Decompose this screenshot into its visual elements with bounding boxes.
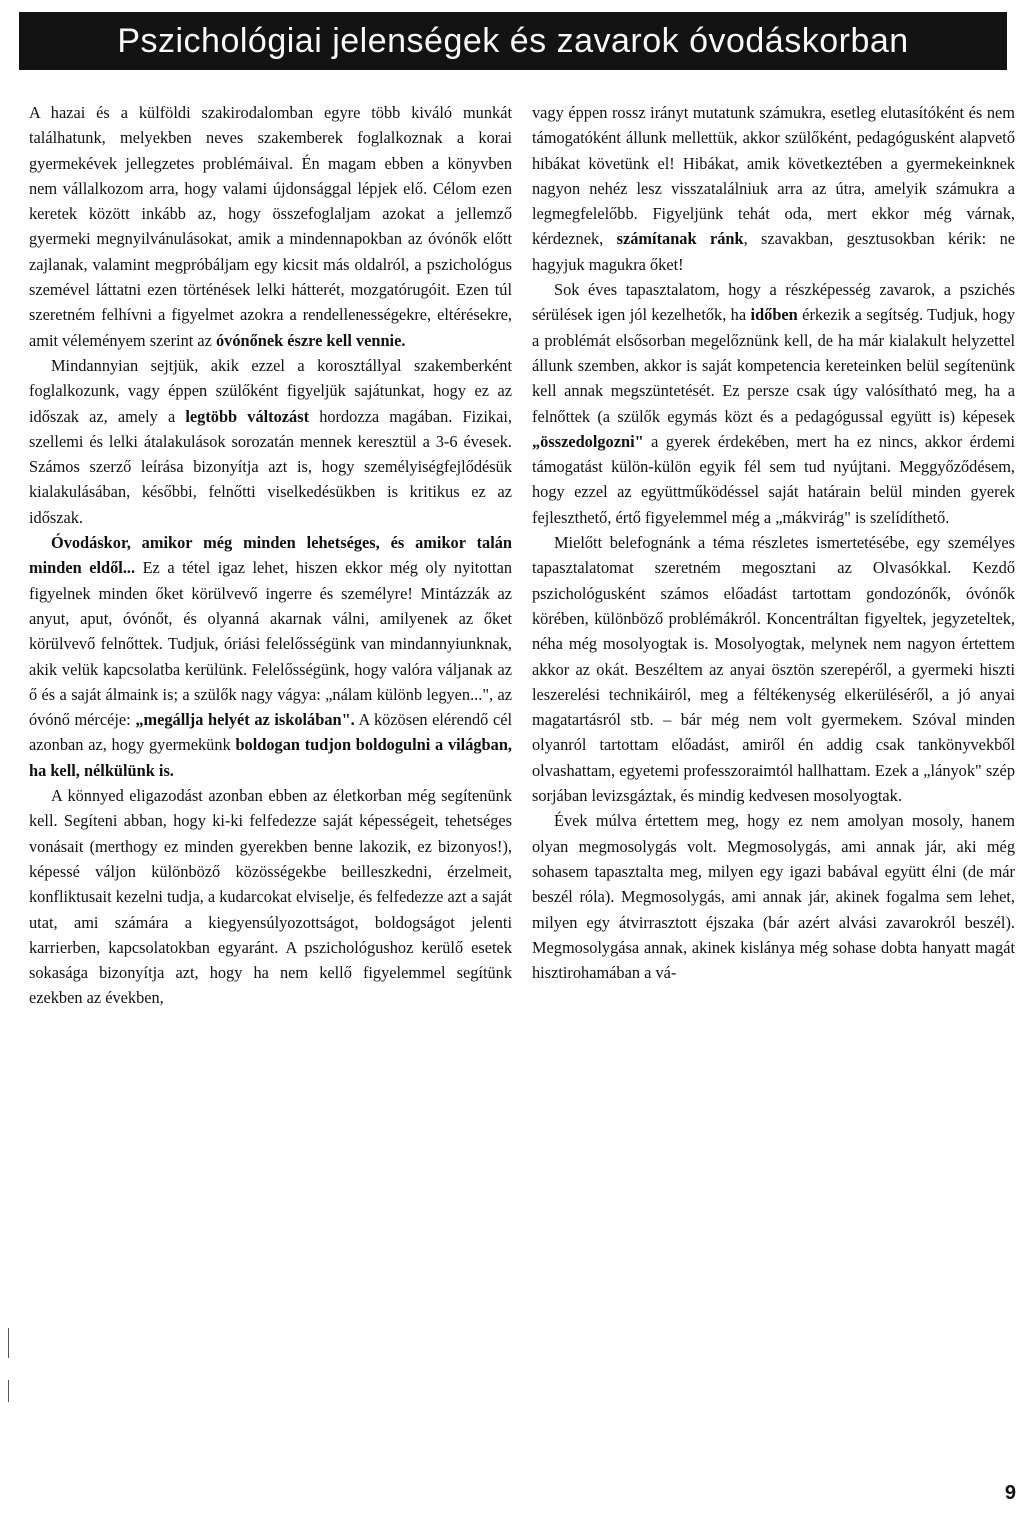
text: A közösen elérendő cél azonban az, hogy gyermekünk	[29, 710, 512, 755]
paragraph-1	[29, 100, 512, 353]
paragraph-8: Évek múlva értettem meg, hogy ez nem amolyan mosoly, hanem olyan megmosolygás volt. Megmosolygás, ami annak jár, aki még sohasem tapasztalta meg, milyen egy igazi babával együtt élni (de már beszél róla). Megmosolygás, ami annak jár, akinek fogalma sem lehet, milyen egy átvirrasztott éjszaka (bár azért alvási zavarokról beszél). Megmosolygása annak, akinek kislánya még sohase dobta hanyatt magát hisztirohamában a vá-	[532, 811, 1015, 983]
paragraph-2	[29, 353, 512, 530]
text: érkezik a segítség. Tudjuk, hogy a problémát elsősorban megelőznünk kell, de ha már kialakult helyzettel állunk szemben, akkor is saját kompetencia kereteinken belül segítenünk kell annak megszüntetését. Ez persze csak úgy valósítható meg, ha a felnőttek (a szülők egymás közt és a pedagógussal együtt is) képesek	[532, 305, 1015, 426]
text: Ez a tétel igaz lehet, hiszen ekkor még oly nyitottan figyelnek minden őket körülvevő ingerre és személyre! Mintázzák az anyut, aput, óvónőt, és olyanná akarnak válni, amilyenek az őket körülvevő felnőttek. Tudjuk, óriási felelősségünk van mindannyiunknak, akik velük kapcsolatba kerülünk. Felelősségünk, hogy valóra váljanak az ő és a saját álmaink is; a szülők nagy vágya: „nálam különb legyen...", az óvónő mércéje:	[29, 558, 512, 730]
text: Sok éves tapasztalatom, hogy a részképesség zavarok, a pszichés sérülések igen jól kezelhetők, ha	[532, 280, 1015, 325]
emphasis: óvónőnek észre kell vennie.	[215, 330, 406, 350]
text: A hazai és a külföldi szakirodalomban egyre több kiváló munkát találhatunk, melyekben neves szakemberek foglalkoznak a korai gyermekévek jellegzetes problémáival. Én magam ebben a könyvben nem vállalkozom arra, hogy valami újdonsággal lépjek elő. Célom ezen keretek között inkább az, hogy összefoglaljam azokat a jellemző gyermeki megnyilvánulásokat, amik a mindennapokban az óvónők előtt zajlanak, valamint megpróbáljam egy kicsit más oldalról, a pszichológus szemével láttatni ezen történések lelki hátterét, mozgatórugóit. Ezen túl szeretném felhívni a figyelmet azokra a rendellenességekre, eltérésekre, amit véleményem szerint az	[29, 103, 512, 350]
text: , szavakban, gesztusokban kérik: ne hagyjuk magukra őket!	[532, 229, 1015, 274]
page-title: Pszichológiai jelenségek és zavarok óvodáskorban	[19, 12, 1007, 70]
emphasis: boldogan tudjon boldogulni a világban, ha kell, nélkülünk is.	[29, 735, 512, 780]
emphasis: legtöbb változást	[185, 406, 310, 426]
paragraph-3	[29, 530, 512, 783]
left-column	[29, 100, 512, 1011]
right-column	[532, 100, 1015, 985]
emphasis: Óvodáskor, amikor még minden lehetséges, és amikor talán minden eldől...	[29, 533, 512, 578]
emphasis: „összedolgozni"	[532, 431, 644, 451]
emphasis: „megállja helyét az iskolában".	[135, 710, 355, 730]
emphasis: időben	[750, 305, 798, 325]
margin-mark	[8, 1328, 9, 1358]
emphasis: számítanak ránk	[616, 229, 744, 249]
text: a gyerek érdekében, mert ha ez nincs, akkor érdemi támogatást külön-külön egyik fél sem tud nyújtani. Meggyőződésem, hogy ezzel az együttműködéssel saját határain belül minden gyerek fejleszthető, értő figyelemmel még a „mákvirág" is szelídíthető.	[532, 431, 1015, 527]
paragraph-6	[532, 277, 1015, 530]
paragraph-7: Mielőtt belefognánk a téma részletes ismertetésébe, egy személyes tapasztalatomat szeretném megosztani az Olvasókkal. Kezdő pszichológusként számos előadást tartottam gondozónők, óvónők körében, különböző problémákról. Koncentráltan figyeltek, jegyzeteltek, néha még mosolyogtak is. Mosolyogtak, melynek nem nagyon értettem akkor az okát. Beszéltem az anyai ösztön szerepéről, a gyermeki hiszti leszerelési technikáiról, meg a féltékenység elkerüléséről, a jó anyai magatartásról stb. – bár még nem volt gyermekem. Szóval minden olyanról tartottam előadást, amiről én addig csak tankönyvekből olvashattam, egyetemi professzoraimtól hallhattam. Ezek a „lányok" szép sorjában levizsgáztak, és mindig kedvesen mosolyogtak.	[532, 533, 1015, 806]
margin-mark	[8, 1380, 9, 1402]
text: hordozza magában. Fizikai, szellemi és lelki átalakulások sorozatán mennek keresztül a 3-6 évesek. Számos szerző leírása bizonyítja azt is, hogy személyiségfejlődésük kialakulásában, későbbi, felnőtti viselkedésükben is kritikus ez az időszak.	[29, 406, 512, 527]
text: Mindannyian sejtjük, akik ezzel a korosztállyal szakemberként foglalkozunk, vagy éppen szülőként figyeljük sajátunkat, hogy ez az időszak az, amely a	[29, 355, 512, 426]
text: vagy éppen rossz irányt mutatunk számukra, esetleg elutasítóként és nem támogatóként állunk mellettük, akkor szülőként, pedagógusként alapvető hibákat követünk el! Hibákat, amik következtében a gyermekeinknek nagyon nehéz lesz visszatalálniuk arra az útra, amelyik számukra a legmegfelelőbb. Figyeljünk tehát oda, mert ekkor még várnak, kérdeznek,	[532, 103, 1015, 249]
page-number: 9	[1004, 1482, 1016, 1504]
paragraph-5	[532, 100, 1015, 277]
paragraph-4: A könnyed eligazodást azonban ebben az életkorban még segítenünk kell. Segíteni abban, hogy ki-ki felfedezze saját képességeit, tehetséges vonásait (merthogy ez minden gyerekben benne lakozik, ez bizonyos!), képessé váljon különböző közösségekbe beilleszkedni, érzelmeit, konfliktusait kezelni tudja, a kudarcokat elviselje, és felfedezze azt a saját utat, ami számára a kiegyensúlyozottságot, boldogságot jelenti karrierben, kapcsolatokban egyaránt. A pszichológushoz kerülő esetek sokasága bizonyítja azt, hogy ha nem kellő figyelemmel segítünk ezekben az években,	[29, 786, 512, 1008]
